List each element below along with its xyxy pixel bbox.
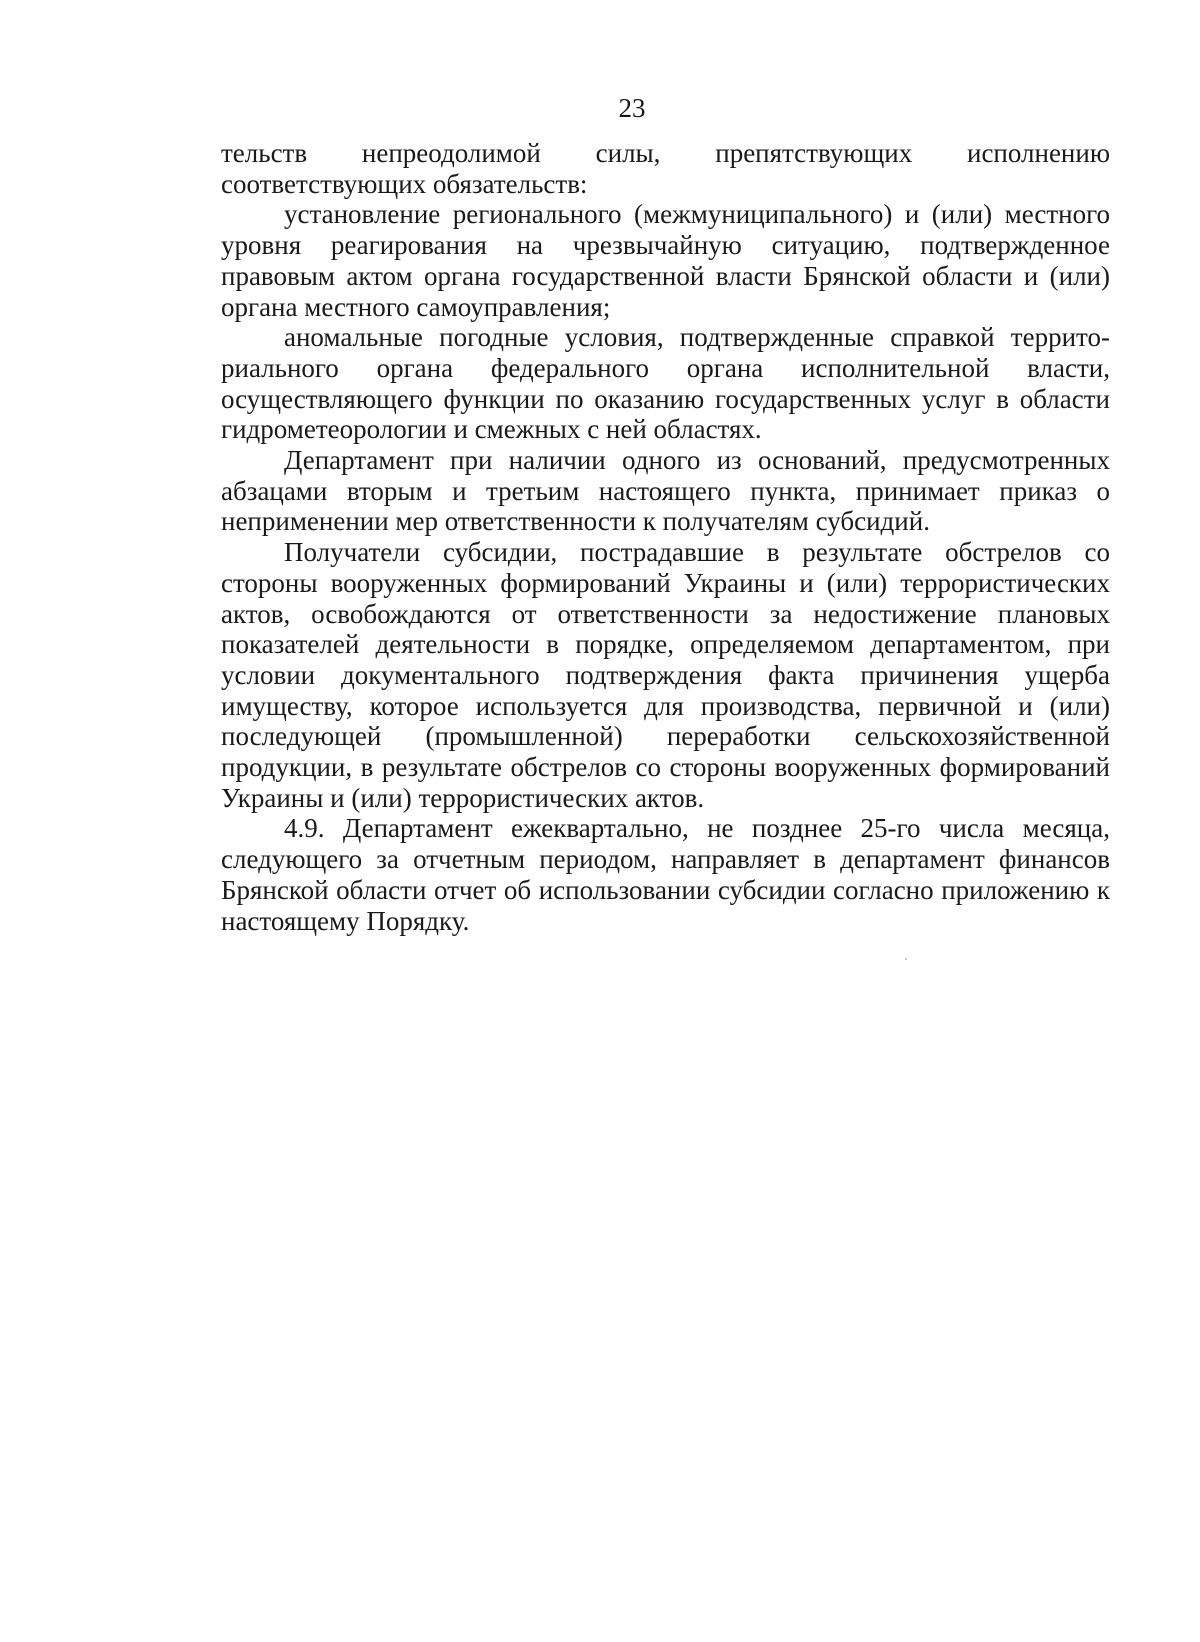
paragraph-department-order: Департамент при наличии одного из оснований, предусмотренных абзацами вторым и третьим настоящего пункта, принимает приказ о неприменении мер ответственности к получателям субсидий. [221, 445, 1110, 537]
paragraph-continuation: тельств непреодолимой силы, препятствующих исполнению соответствующих обязательств: [221, 138, 1110, 199]
paragraph-weather-conditions: аномальные погодные условия, подтвержденные справкой территориального органа федерального органа исполнительной власти, осуществляющего функции по оказанию государственных услуг в области гидрометеорологии и смежных с ней областях. [221, 322, 1110, 445]
page-number: 23 [618, 93, 646, 123]
scan-speck [905, 958, 907, 960]
paragraph-shelling-exemption: Получатели субсидии, пострадавшие в результате обстрелов со стороны вооруженных формирований Украины и (или) террористических актов, освобождаются от ответственности за недостижение плановых показателей деятельности в порядке, определяемом департаментом, при условии документального подтверждения факта причинения ущерба имуществу, которое используется для производства, первичной и (или) последующей (промышленной) переработки сельскохозяйственной продукции, в результате обстрелов со стороны вооруженных формирований Украины и (или) террористических актов. [221, 537, 1110, 813]
paragraph-clause-4-9: 4.9. Департамент ежеквартально, не позднее 25-го числа месяца, следующего за отчетным периодом, направляет в департамент финансов Брянской области отчет об использовании субсидии согласно приложению к настоящему Порядку. [221, 813, 1110, 936]
paragraph-emergency-level: установление регионального (межмуниципального) и (или) местного уровня реагирования на чрезвычайную ситуацию, подтвержденное правовым актом органа государственной власти Брянской области и (или) органа местного самоуправления; [221, 199, 1110, 322]
document-body [221, 138, 1110, 936]
